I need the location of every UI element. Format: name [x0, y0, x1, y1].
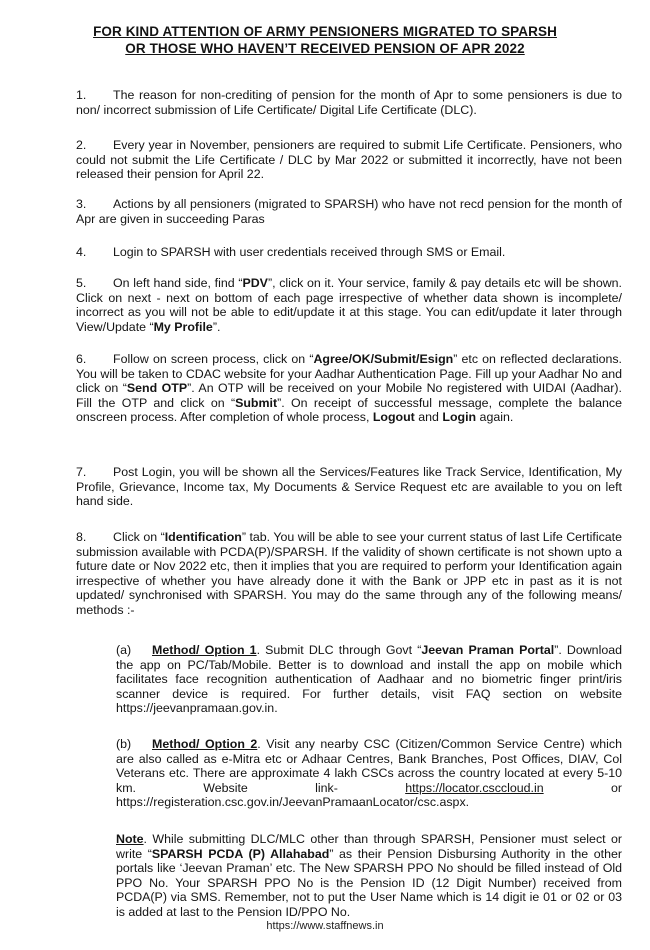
paragraph-number: 4.	[76, 245, 87, 259]
paragraph-text: ”. On receipt of successful message, complete the balance onscreen process. After completion of whole process,	[76, 395, 622, 425]
paragraph-5	[76, 276, 622, 334]
method-label: (b)	[116, 737, 132, 751]
paragraph-number: 7.	[76, 465, 87, 479]
logout-term: Logout	[372, 410, 415, 425]
paragraph-2	[76, 138, 622, 182]
paragraph-8	[76, 530, 622, 618]
submit-term: Submit	[235, 395, 278, 410]
note-heading: Note	[116, 832, 144, 846]
paragraph-number: 8.	[76, 530, 87, 544]
method-label: (a)	[116, 643, 132, 657]
paragraph-text: Follow on screen process, click on “	[113, 352, 314, 366]
document-title-line-1: FOR KIND ATTENTION OF ARMY PENSIONERS MIGRATED TO SPARSH	[93, 24, 557, 39]
login-term: Login	[442, 410, 477, 425]
paragraph-text: Actions by all pensioners (migrated to SPARSH) who have not recd pension for the month of Apr are given in succeeding Paras	[76, 197, 622, 226]
paragraph-number: 6.	[76, 352, 87, 366]
note-paragraph	[116, 832, 622, 920]
footer-watermark: https://www.staffnews.in	[266, 920, 384, 932]
paragraph-text: ”.	[212, 319, 221, 334]
sparsh-pcda-term: SPARSH PCDA (P) Allahabad	[151, 846, 330, 861]
paragraph-number: 5.	[76, 276, 87, 290]
method-text: or https://registeration.csc.gov.in/JeevanPramaanLocator/csc.aspx.	[116, 780, 622, 810]
paragraph-3	[76, 197, 622, 226]
csc-locator-link[interactable]: https://locator.csccloud.in	[405, 780, 544, 795]
agree-submit-term: Agree/OK/Submit/Esign	[313, 352, 454, 366]
method-text: . Submit DLC through Govt “	[256, 643, 422, 657]
paragraph-text: Every year in November, pensioners are required to submit Life Certificate. Pensioners, who could not submit the Life Certificate / DLC by Mar 2022 or submitted it incorrectly, have not been released their pension for April 22.	[76, 138, 622, 182]
method-text: ”. Download the app on PC/Tab/Mobile. Better is to download and install the app on mobile which facilitates face recognition authentication of Aadhaar and no biometric finger print/iris scanner device is required. For further details, visit FAQ section on website https://jeevanpramaan.gov.in.	[116, 643, 622, 716]
identification-term: Identification	[164, 530, 242, 544]
paragraph-text: ” etc on reflected declarations. You will be taken to CDAC website for your Aadhar Authentication Page. Fill up your Aadhar No and click on “	[76, 352, 622, 396]
method-option-1	[116, 643, 622, 716]
paragraph-text: The reason for non-crediting of pension for the month of Apr to some pensioners is due to non/ incorrect submission of Life Certificate/ Digital Life Certificate (DLC).	[76, 88, 622, 117]
paragraph-number: 3.	[76, 197, 87, 211]
paragraph-text: ”, click on it. Your service, family & pay details etc will be shown. Click on next - next on bottom of each page irrespective of whether data shown is incomplete/ incorrect as you will not be able to edit/update it at this stage. You can edit/update it later through View/Update “	[76, 276, 622, 334]
paragraph-7	[76, 465, 622, 509]
paragraph-1	[76, 88, 622, 117]
jeevan-praman-term: Jeevan Praman Portal	[421, 643, 555, 657]
pdv-term: PDV	[242, 276, 268, 290]
paragraph-text: ”. An OTP will be received on your Mobile No registered with UIDAI (Aadhar). Fill the OTP and click on “	[76, 381, 623, 410]
paragraph-text: ” tab. You will be able to see your current status of last Life Certificate submission available with PCDA(P)/SPARSH. If the validity of shown certificate is not shown upto a future date or Nov 2022 etc, then it implies that you are required to perform your Identification again irrespective of whether you have already done it with the Bank or JPP etc in past as it is not updated/ synchronised with SPARSH. You may do the same through any of the following means/ methods :-	[76, 530, 622, 617]
paragraph-number: 2.	[76, 138, 87, 152]
paragraph-number: 1.	[76, 88, 87, 102]
method-heading: Method/ Option 2	[152, 737, 258, 751]
paragraph-4	[76, 245, 622, 260]
document-title-line-2: OR THOSE WHO HAVEN’T RECEIVED PENSION OF APR 2022	[125, 41, 525, 56]
paragraph-text: Login to SPARSH with user credentials received through SMS or Email.	[113, 245, 506, 259]
method-text: . Visit any nearby CSC (Citizen/Common Service Centre) which are also called as e-Mitra etc or Adhaar Centres, Bank Branches, Post Offices, DIAV, Col Veterans etc. There are approximate 4 lakh CSCs across the country located at every 5-10 km. Website link-	[116, 737, 622, 795]
note-text: . While submitting DLC/MLC other than through SPARSH, Pensioner must select or write “	[116, 832, 622, 861]
paragraph-text: again.	[476, 410, 514, 425]
paragraph-text: Click on “	[113, 530, 165, 544]
my-profile-term: My Profile	[153, 319, 213, 334]
note-text: ” as their Pension Disbursing Authority in the other portals like ‘Jeevan Praman’ etc. The New SPARSH PPO No should be filled instead of Old PPO No. Your SPARSH PPO No is the Pension ID (12 Digit Number) received from PCDA(P) via SMS. Remember, not to put the User Name which is 14 digit ie 01 or 02 or 03 is added at last to the Pension ID/PPO No.	[116, 846, 623, 919]
paragraph-text: On left hand side, find “	[113, 276, 243, 290]
paragraph-text: Post Login, you will be shown all the Services/Features like Track Service, Identification, My Profile, Grievance, Income tax, My Documents & Service Request etc are available to you on left hand side.	[76, 465, 622, 509]
method-heading: Method/ Option 1	[152, 643, 257, 657]
method-option-2	[116, 737, 622, 810]
paragraph-6	[76, 352, 622, 425]
send-otp-term: Send OTP	[126, 381, 188, 396]
paragraph-text: and	[414, 410, 443, 425]
